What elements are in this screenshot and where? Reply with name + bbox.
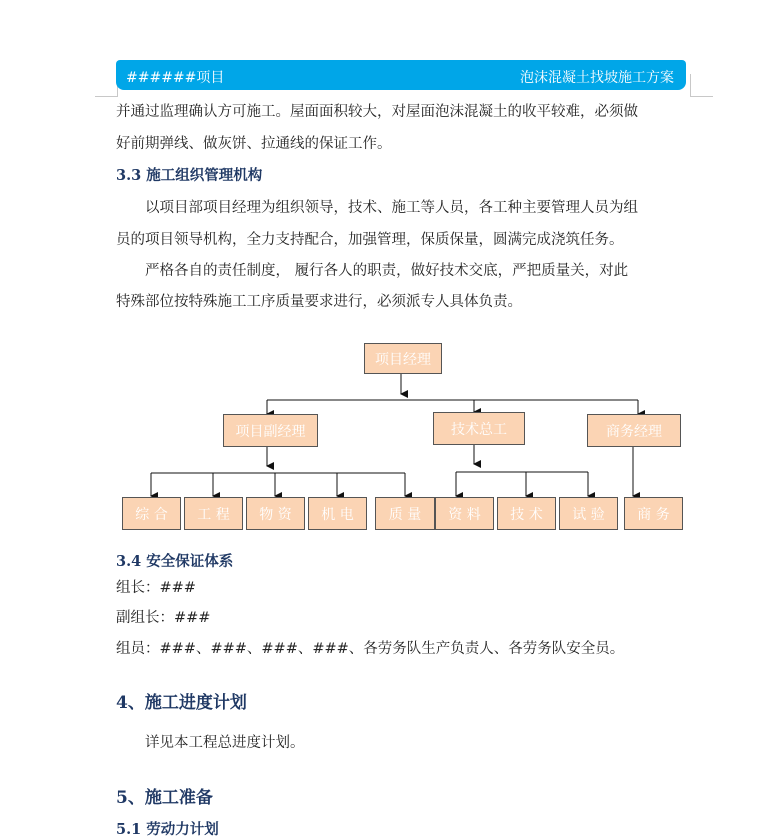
org-box-testing: 试 验 xyxy=(559,497,618,530)
org-box-project-manager: 项目经理 xyxy=(364,343,442,374)
paragraph-line: 以项目部项目经理为组织领导，技术、施工等人员，各工种主要管理人员为组 xyxy=(145,200,638,216)
paragraph-line: 特殊部位按特殊施工工序质量要求进行，必须派专人具体负责。 xyxy=(116,294,522,310)
paragraph-line: 严格各自的责任制度， 履行各人的职责，做好技术交底，严把质量关，对此 xyxy=(145,263,629,279)
org-box-electromechanical: 机 电 xyxy=(308,497,367,530)
paragraph-line: 好前期弹线、做灰饼、拉通线的保证工作。 xyxy=(116,136,392,152)
org-box-engineering: 工 程 xyxy=(184,497,243,530)
org-box-technical: 技 术 xyxy=(497,497,556,530)
safety-members: 组员：###、###、###、###、各劳务队生产负责人、各劳务队安全员。 xyxy=(116,641,625,657)
org-box-chief-engineer: 技术总工 xyxy=(433,412,525,445)
section-heading-4: 4、施工进度计划 xyxy=(116,693,247,713)
org-box-deputy-manager: 项目副经理 xyxy=(223,414,318,447)
org-box-business: 商 务 xyxy=(624,497,683,530)
org-box-quality: 质 量 xyxy=(375,497,435,530)
paragraph-line: 员的项目领导机构，全力支持配合，加强管理，保质保量，圆满完成浇筑任务。 xyxy=(116,232,624,248)
paragraph-line: 并通过监理确认方可施工。屋面面积较大，对屋面泡沫混凝土的收平较难，必须做 xyxy=(116,104,638,120)
section-heading-5-1: 5.1 劳动力计划 xyxy=(116,821,219,838)
header-project-name: ######项目 xyxy=(126,70,225,86)
org-box-business-manager: 商务经理 xyxy=(587,414,681,447)
org-box-general: 综 合 xyxy=(122,497,181,530)
org-box-documents: 资 料 xyxy=(435,497,494,530)
section-heading-3-4: 3.4 安全保证体系 xyxy=(116,553,234,570)
header-doc-title: 泡沫混凝土找坡施工方案 xyxy=(520,70,674,86)
section-heading-3-3: 3.3 施工组织管理机构 xyxy=(116,167,263,184)
safety-leader: 组长：### xyxy=(116,580,196,596)
section-heading-5: 5、施工准备 xyxy=(116,788,213,808)
org-box-materials: 物 资 xyxy=(246,497,305,530)
schedule-text: 详见本工程总进度计划。 xyxy=(145,735,305,751)
safety-deputy: 副组长：### xyxy=(116,610,211,626)
